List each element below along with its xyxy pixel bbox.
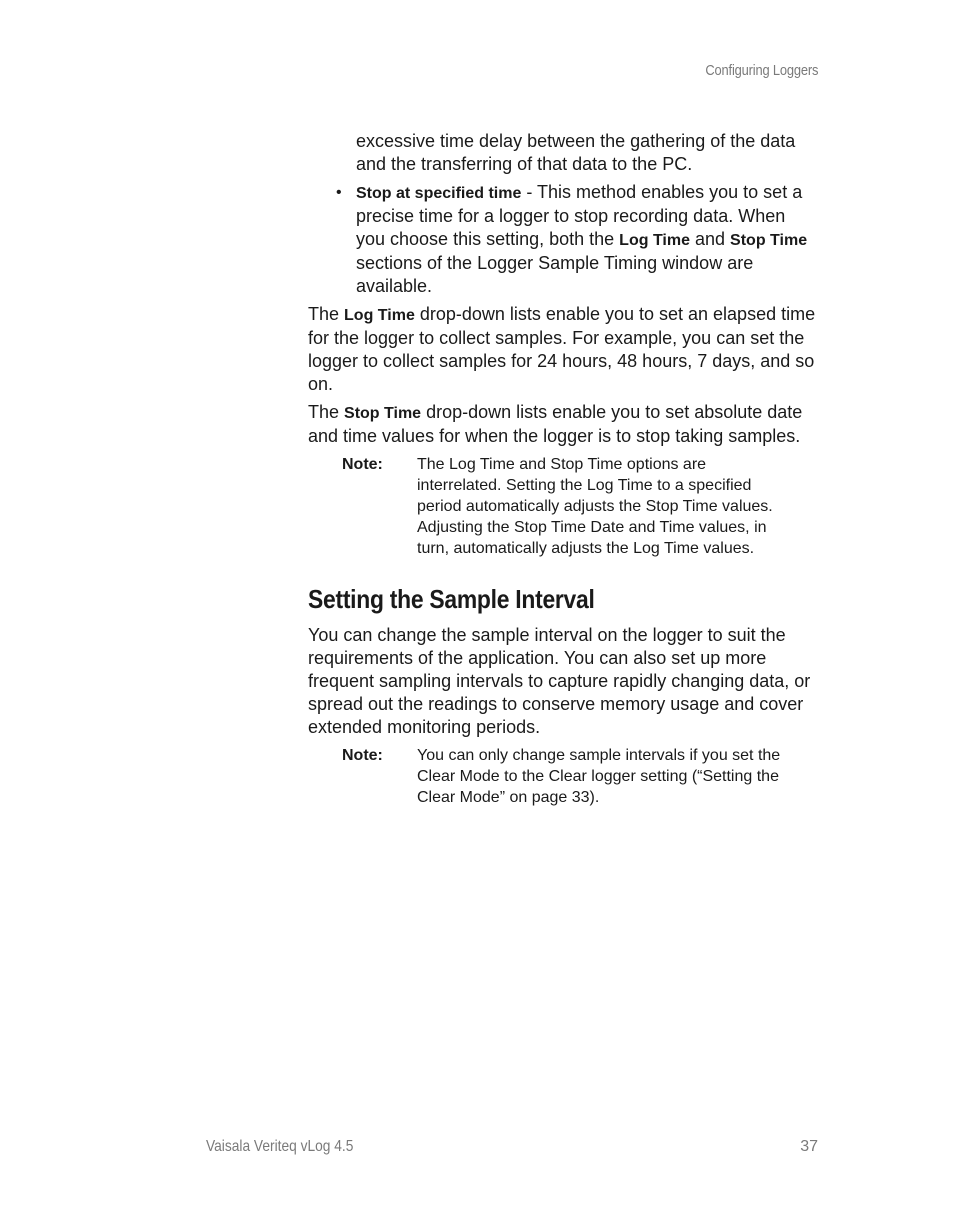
note-label: Note: <box>342 747 383 764</box>
note-text: You can only change sample intervals if you set the Clear Mode to the Clear logger setting (“Setting the Clear Mode” on page 33). <box>417 747 781 806</box>
text: drop-down lists enable you to set absolute date and time values for when the logger is to stop taking samples. <box>308 402 803 446</box>
term-stop-at-specified-time: Stop at specified time <box>356 185 522 202</box>
running-head: Configuring Loggers <box>705 62 818 79</box>
term-stop-time: Stop Time <box>730 232 808 249</box>
term-log-time: Log Time <box>619 232 690 249</box>
bullet-text-end: sections of the Logger Sample Timing window are available. <box>356 253 754 296</box>
text: The <box>308 402 345 422</box>
section-heading: Setting the Sample Interval <box>308 584 595 614</box>
paragraph-log-time <box>308 303 818 396</box>
text: The <box>308 304 345 324</box>
note-label: Note: <box>342 456 383 473</box>
term-log-time: Log Time <box>344 307 415 324</box>
term-stop-time: Stop Time <box>344 405 422 422</box>
footer-product: Vaisala Veriteq vLog 4.5 <box>206 1138 354 1155</box>
note-clear-mode <box>342 745 818 808</box>
bullet-icon: • <box>336 184 342 201</box>
page-number: 37 <box>800 1138 818 1155</box>
continued-paragraph: excessive time delay between the gathering of the data and the transferring of that data to the PC. <box>356 131 796 174</box>
page-content <box>308 130 818 808</box>
note-log-stop-time <box>342 454 818 559</box>
bullet-text: - This method enables you to set a precise time for a logger to stop recording data. When you choose this setting, both the <box>356 182 803 249</box>
bullet-item-stop-at-specified-time <box>336 181 818 298</box>
paragraph-sample-interval: You can change the sample interval on the logger to suit the requirements of the application. You can also set up more frequent sampling intervals to capture rapidly changing data, or spread out the readings to conserve memory usage and cover extended monitoring periods. <box>308 625 811 737</box>
paragraph-stop-time <box>308 401 818 448</box>
text: drop-down lists enable you to set an elapsed time for the logger to collect samples. For example, you can set the logger to collect samples for 24 hours, 48 hours, 7 days, and so on. <box>308 304 816 394</box>
bullet-text-and: and <box>690 229 731 249</box>
note-text: The Log Time and Stop Time options are interrelated. Setting the Log Time to a specified period automatically adjusts the Stop Time values. Adjusting the Stop Time Date and Time values, in turn, automatically adjusts the Log Time values. <box>417 456 773 557</box>
